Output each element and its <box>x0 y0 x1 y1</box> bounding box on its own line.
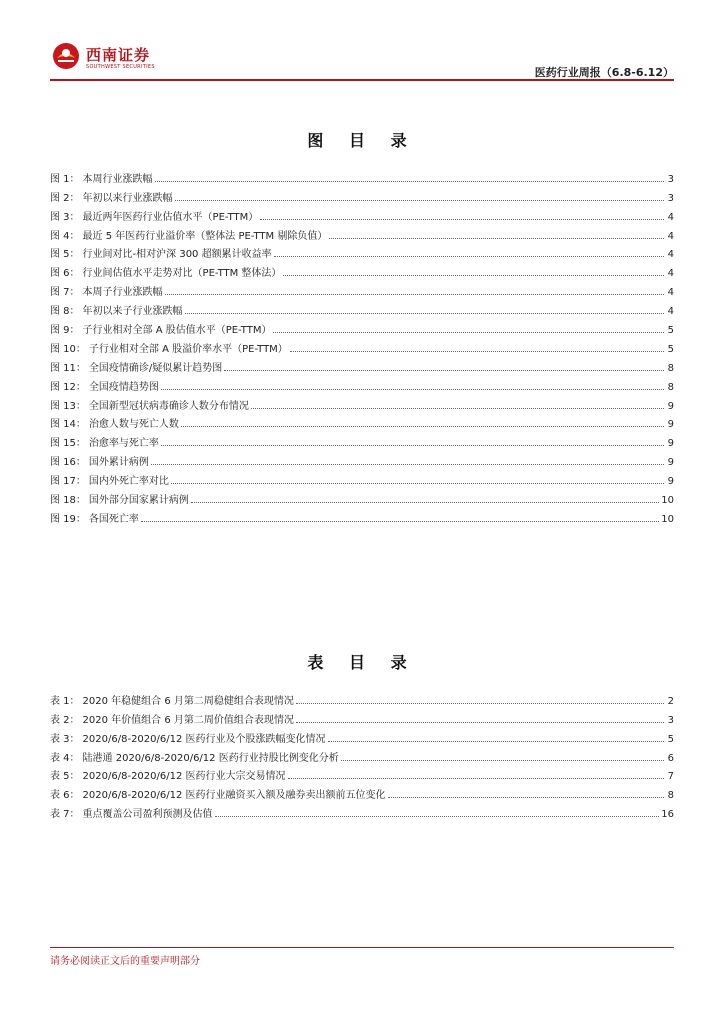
toc-leader-dots <box>224 369 664 371</box>
toc-entry-text: 各国死亡率 <box>88 513 139 525</box>
toc-entry-label: 图 19： <box>50 513 86 525</box>
toc-leader-dots <box>290 350 664 352</box>
toc-entry-label: 图 3： <box>50 211 80 223</box>
toc-entry-label: 图 12： <box>50 381 86 393</box>
toc-entry-text: 2020 年价值组合 6 月第二周价值组合表现情况 <box>82 714 294 726</box>
toc-entry[interactable] <box>50 279 674 298</box>
toc-leader-dots <box>161 388 664 390</box>
toc-entry-label: 表 7： <box>50 809 80 821</box>
toc-entry-label: 图 2： <box>50 192 80 204</box>
toc-entry-label: 图 6： <box>50 268 80 280</box>
toc-entry-label: 图 18： <box>50 495 86 507</box>
toc-entry-page: 2 <box>667 695 674 707</box>
toc-entry-page: 5 <box>667 733 674 745</box>
toc-entry[interactable] <box>50 726 674 745</box>
toc-entry[interactable] <box>50 764 674 783</box>
toc-entry[interactable] <box>50 260 674 279</box>
toc-entry-page: 10 <box>661 495 674 507</box>
toc-leader-dots <box>273 331 664 333</box>
toc-entry[interactable] <box>50 449 674 468</box>
logo-text-en: SOUTHWEST SECURITIES <box>86 64 155 70</box>
toc-entry-page: 4 <box>667 211 674 223</box>
toc-entry[interactable] <box>50 487 674 506</box>
toc-leader-dots <box>165 293 664 295</box>
toc-entry-label: 图 1： <box>50 173 80 185</box>
toc-leader-dots <box>171 482 664 484</box>
toc-leader-dots <box>296 721 664 723</box>
toc-entry-label: 图 13： <box>50 400 86 412</box>
toc-entry-page: 9 <box>667 457 674 469</box>
toc-entry[interactable] <box>50 745 674 764</box>
footer-divider <box>50 947 674 948</box>
tables-toc-list <box>50 688 674 820</box>
toc-entry-text: 重点覆盖公司盈利预测及估值 <box>82 809 213 821</box>
toc-leader-dots <box>185 312 664 314</box>
toc-leader-dots <box>215 815 660 817</box>
toc-entry[interactable] <box>50 374 674 393</box>
toc-entry-page: 5 <box>667 343 674 355</box>
toc-entry-text: 国内外死亡率对比 <box>88 476 169 488</box>
figures-toc-title: 图 目 录 <box>307 131 417 150</box>
footer-disclaimer: 请务必阅读正文后的重要声明部分 <box>50 956 200 967</box>
toc-entry-text: 年初以来行业涨跌幅 <box>82 192 173 204</box>
toc-entry-label: 表 2： <box>50 714 80 726</box>
toc-entry-page: 5 <box>667 325 674 337</box>
toc-entry-text: 全国新型冠状病毒确诊人数分布情况 <box>88 400 249 412</box>
toc-entry[interactable] <box>50 412 674 431</box>
toc-entry-text: 行业间估值水平走势对比（PE-TTM 整体法） <box>82 268 282 280</box>
toc-entry[interactable] <box>50 430 674 449</box>
toc-entry-label: 图 16： <box>50 457 86 469</box>
report-title: 医药行业周报（6.8-6.12） <box>534 66 674 79</box>
toc-entry[interactable] <box>50 801 674 820</box>
toc-entry-text: 治愈率与死亡率 <box>88 438 159 450</box>
toc-entry-page: 9 <box>667 419 674 431</box>
toc-entry-page: 4 <box>667 230 674 242</box>
toc-entry-page: 7 <box>667 771 674 783</box>
toc-entry-label: 图 9： <box>50 325 80 337</box>
figures-toc-list <box>50 166 674 525</box>
toc-entry-label: 图 15： <box>50 438 86 450</box>
toc-entry-label: 图 4： <box>50 230 80 242</box>
toc-entry[interactable] <box>50 506 674 525</box>
toc-entry-text: 2020/6/8-2020/6/12 医药行业及个股涨跌幅变化情况 <box>82 733 326 745</box>
header-divider <box>50 79 674 81</box>
toc-entry[interactable] <box>50 355 674 374</box>
toc-leader-dots <box>296 702 664 704</box>
toc-leader-dots <box>155 180 664 182</box>
toc-entry-text: 本周子行业涨跌幅 <box>82 287 163 299</box>
toc-leader-dots <box>288 777 664 779</box>
toc-entry-label: 表 3： <box>50 733 80 745</box>
toc-entry-text: 子行业相对全部 A 股溢价率水平（PE-TTM） <box>88 343 288 355</box>
toc-entry[interactable] <box>50 204 674 223</box>
toc-entry-label: 图 17： <box>50 476 86 488</box>
toc-entry-label: 图 5： <box>50 249 80 261</box>
toc-entry-text: 国外部分国家累计病例 <box>88 495 189 507</box>
toc-entry-page: 9 <box>667 476 674 488</box>
toc-entry-text: 2020/6/8-2020/6/12 医药行业融资买入额及融券卖出额前五位变化 <box>82 790 386 802</box>
toc-leader-dots <box>151 463 664 465</box>
toc-entry[interactable] <box>50 223 674 242</box>
toc-entry-page: 3 <box>667 714 674 726</box>
toc-entry-page: 3 <box>667 192 674 204</box>
toc-entry-page: 3 <box>667 173 674 185</box>
toc-entry-label: 表 6： <box>50 790 80 802</box>
toc-entry-label: 图 10： <box>50 343 86 355</box>
toc-leader-dots <box>328 740 664 742</box>
toc-entry-text: 子行业相对全部 A 股估值水平（PE-TTM） <box>82 325 272 337</box>
toc-entry-text: 治愈人数与死亡人数 <box>88 419 179 431</box>
toc-entry-text: 2020 年稳健组合 6 月第二周稳健组合表现情况 <box>82 695 294 707</box>
logo-emblem-icon <box>52 42 80 70</box>
toc-entry[interactable] <box>50 298 674 317</box>
toc-leader-dots <box>141 520 659 522</box>
toc-entry[interactable] <box>50 242 674 261</box>
toc-entry-page: 8 <box>667 381 674 393</box>
toc-entry-page: 8 <box>667 790 674 802</box>
toc-entry-label: 图 14： <box>50 419 86 431</box>
toc-entry-page: 4 <box>667 306 674 318</box>
toc-leader-dots <box>175 199 664 201</box>
toc-leader-dots <box>251 407 664 409</box>
toc-entry-text: 年初以来子行业涨跌幅 <box>82 306 183 318</box>
company-logo <box>52 40 212 76</box>
toc-entry-page: 9 <box>667 400 674 412</box>
toc-entry-page: 6 <box>667 752 674 764</box>
toc-leader-dots <box>181 425 664 427</box>
toc-entry-label: 表 4： <box>50 752 80 764</box>
toc-entry[interactable] <box>50 707 674 726</box>
toc-entry-text: 全国疫情趋势图 <box>88 381 159 393</box>
page-header <box>50 40 674 80</box>
toc-entry-page: 8 <box>667 362 674 374</box>
logo-text-cn: 西南证券 <box>86 46 151 64</box>
tables-toc-title: 表 目 录 <box>307 653 417 672</box>
toc-leader-dots <box>341 759 664 761</box>
toc-leader-dots <box>260 218 664 220</box>
toc-entry-label: 图 8： <box>50 306 80 318</box>
toc-entry-text: 2020/6/8-2020/6/12 医药行业大宗交易情况 <box>82 771 286 783</box>
toc-entry[interactable] <box>50 336 674 355</box>
toc-entry-label: 图 7： <box>50 287 80 299</box>
toc-entry-page: 10 <box>661 513 674 525</box>
toc-entry-page: 4 <box>667 249 674 261</box>
toc-entry-label: 表 5： <box>50 771 80 783</box>
toc-entry[interactable] <box>50 317 674 336</box>
toc-entry-text: 最近两年医药行业估值水平（PE-TTM） <box>82 211 259 223</box>
toc-leader-dots <box>161 444 664 446</box>
toc-entry[interactable] <box>50 393 674 412</box>
toc-entry-page: 9 <box>667 438 674 450</box>
toc-entry-text: 全国疫情确诊/疑似累计趋势图 <box>88 362 223 374</box>
toc-leader-dots <box>283 274 664 276</box>
toc-entry[interactable] <box>50 166 674 185</box>
toc-entry-label: 图 11： <box>50 362 86 374</box>
toc-entry[interactable] <box>50 688 674 707</box>
toc-entry-page: 4 <box>667 287 674 299</box>
toc-entry-text: 陆港通 2020/6/8-2020/6/12 医药行业持股比例变化分析 <box>82 752 339 764</box>
toc-entry-page: 4 <box>667 268 674 280</box>
toc-leader-dots <box>329 237 664 239</box>
toc-leader-dots <box>191 501 659 503</box>
toc-entry[interactable] <box>50 782 674 801</box>
toc-entry-page: 16 <box>661 809 674 821</box>
toc-entry-label: 表 1： <box>50 695 80 707</box>
toc-entry-text: 国外累计病例 <box>88 457 149 469</box>
toc-entry-text: 最近 5 年医药行业溢价率（整体法 PE-TTM 剔除负值） <box>82 230 328 242</box>
toc-leader-dots <box>274 255 664 257</box>
toc-leader-dots <box>388 796 664 798</box>
toc-entry[interactable] <box>50 185 674 204</box>
toc-entry-text: 本周行业涨跌幅 <box>82 173 153 185</box>
toc-entry-text: 行业间对比-相对沪深 300 超额累计收益率 <box>82 249 272 261</box>
toc-entry[interactable] <box>50 468 674 487</box>
